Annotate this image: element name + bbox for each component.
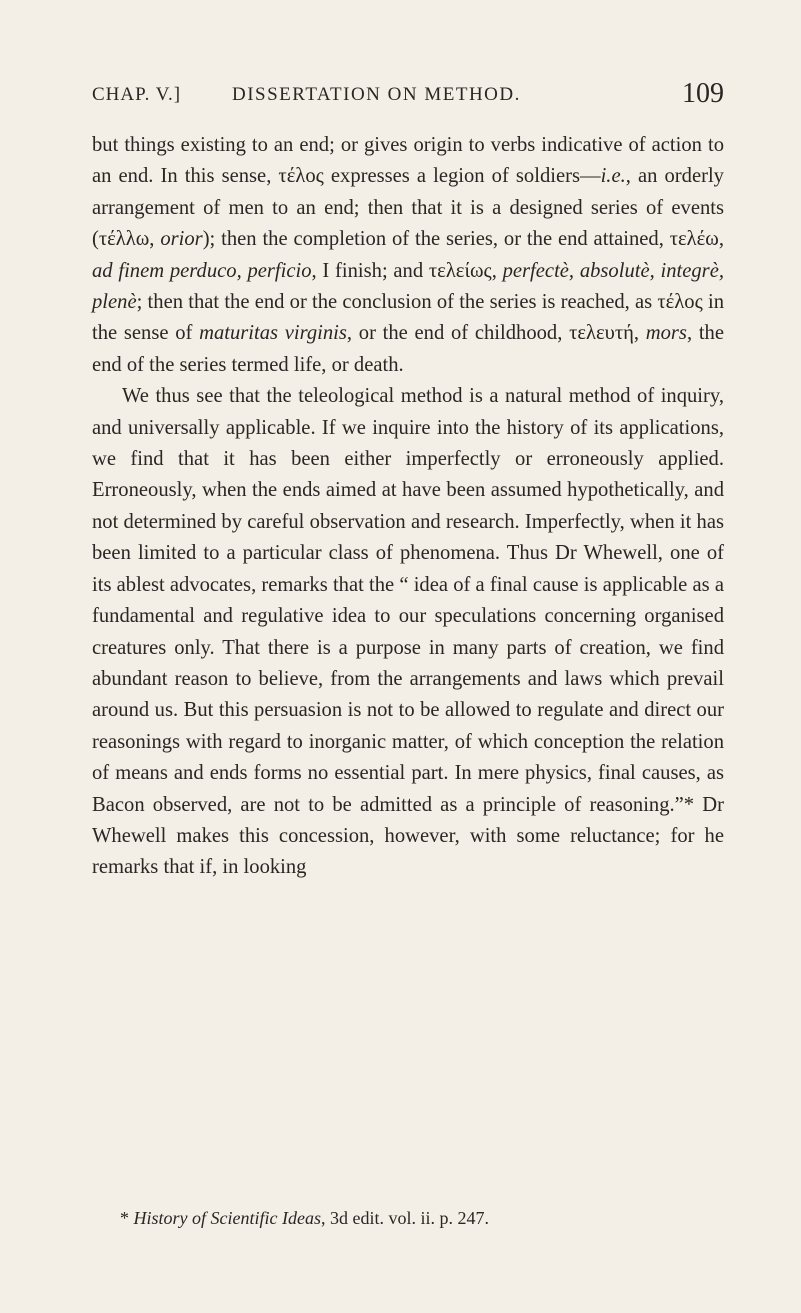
page-number: 109 <box>682 78 724 109</box>
italic-text-segment: perfectè, absolutè, integrè, plenè <box>92 259 724 314</box>
text-segment: , the end of the series termed life, or death. <box>92 322 724 376</box>
italic-text-segment: maturitas virginis <box>199 322 347 345</box>
italic-text-segment: ad finem perduco, perficio <box>92 259 312 282</box>
italic-text-segment: i.e. <box>600 165 626 188</box>
body-text <box>92 130 724 884</box>
text-segment: , an orderly arrangement of men to an end; then that it is a designed series of events (τέλλω, <box>92 165 724 251</box>
italic-text-segment: mors <box>645 322 687 345</box>
text-segment: We thus see that the teleological method is a natural method of inquiry, and universally applicable. If we inquire into the history of its applications, we find that it has been either imperfectly or erroneously applied. Erroneously, when the ends aimed at have been assumed hypothetically, and not determined by careful observation and research. Imperfectly, when it has been limited to a particular class of phenomena. Thus Dr Whewell, one of its ablest advocates, remarks that the “ idea of a final cause is applicable as a fundamental and regulative idea to our speculations concerning organised creatures only. That there is a purpose in many parts of creation, we find abundant reason to believe, from the arrangements and laws which prevail around us. But this persuasion is not to be allowed to regulate and direct our reasonings with regard to inorganic matter, of which conception the relation of means and ends forms no essential part. In mere physics, final causes, as Bacon observed, are not to be admitted as a principle of reasoning.”* Dr Whewell makes this concession, however, with some reluctance; for he remarks that if, in looking <box>92 385 724 879</box>
chapter-label: CHAP. V.] <box>92 84 182 105</box>
text-segment: ); then the completion of the series, or the end attained, τελέω, <box>202 228 725 251</box>
running-title: DISSERTATION ON METHOD. <box>232 84 521 105</box>
text-segment: ; then that the end or the conclusion of the series is reached, as τέλος in the sense of <box>92 291 724 345</box>
paragraph-1 <box>92 130 724 381</box>
italic-text-segment: orior <box>160 228 203 251</box>
text-segment: but things existing to an end; or gives origin to verbs indicative of action to an end. In this sense, τέλος expresses a legion of soldiers— <box>92 134 724 188</box>
footnote <box>120 1205 724 1231</box>
footnote-title: History of Scientific Ideas <box>133 1208 321 1228</box>
footnote-marker: * <box>120 1208 129 1228</box>
footnote-citation: , 3d edit. vol. ii. p. 247. <box>320 1208 489 1228</box>
text-segment: , I finish; and τελείως, <box>311 259 503 282</box>
running-header <box>92 78 724 118</box>
paragraph-2 <box>92 381 724 884</box>
text-segment: , or the end of childhood, τελευτή, <box>346 322 646 345</box>
